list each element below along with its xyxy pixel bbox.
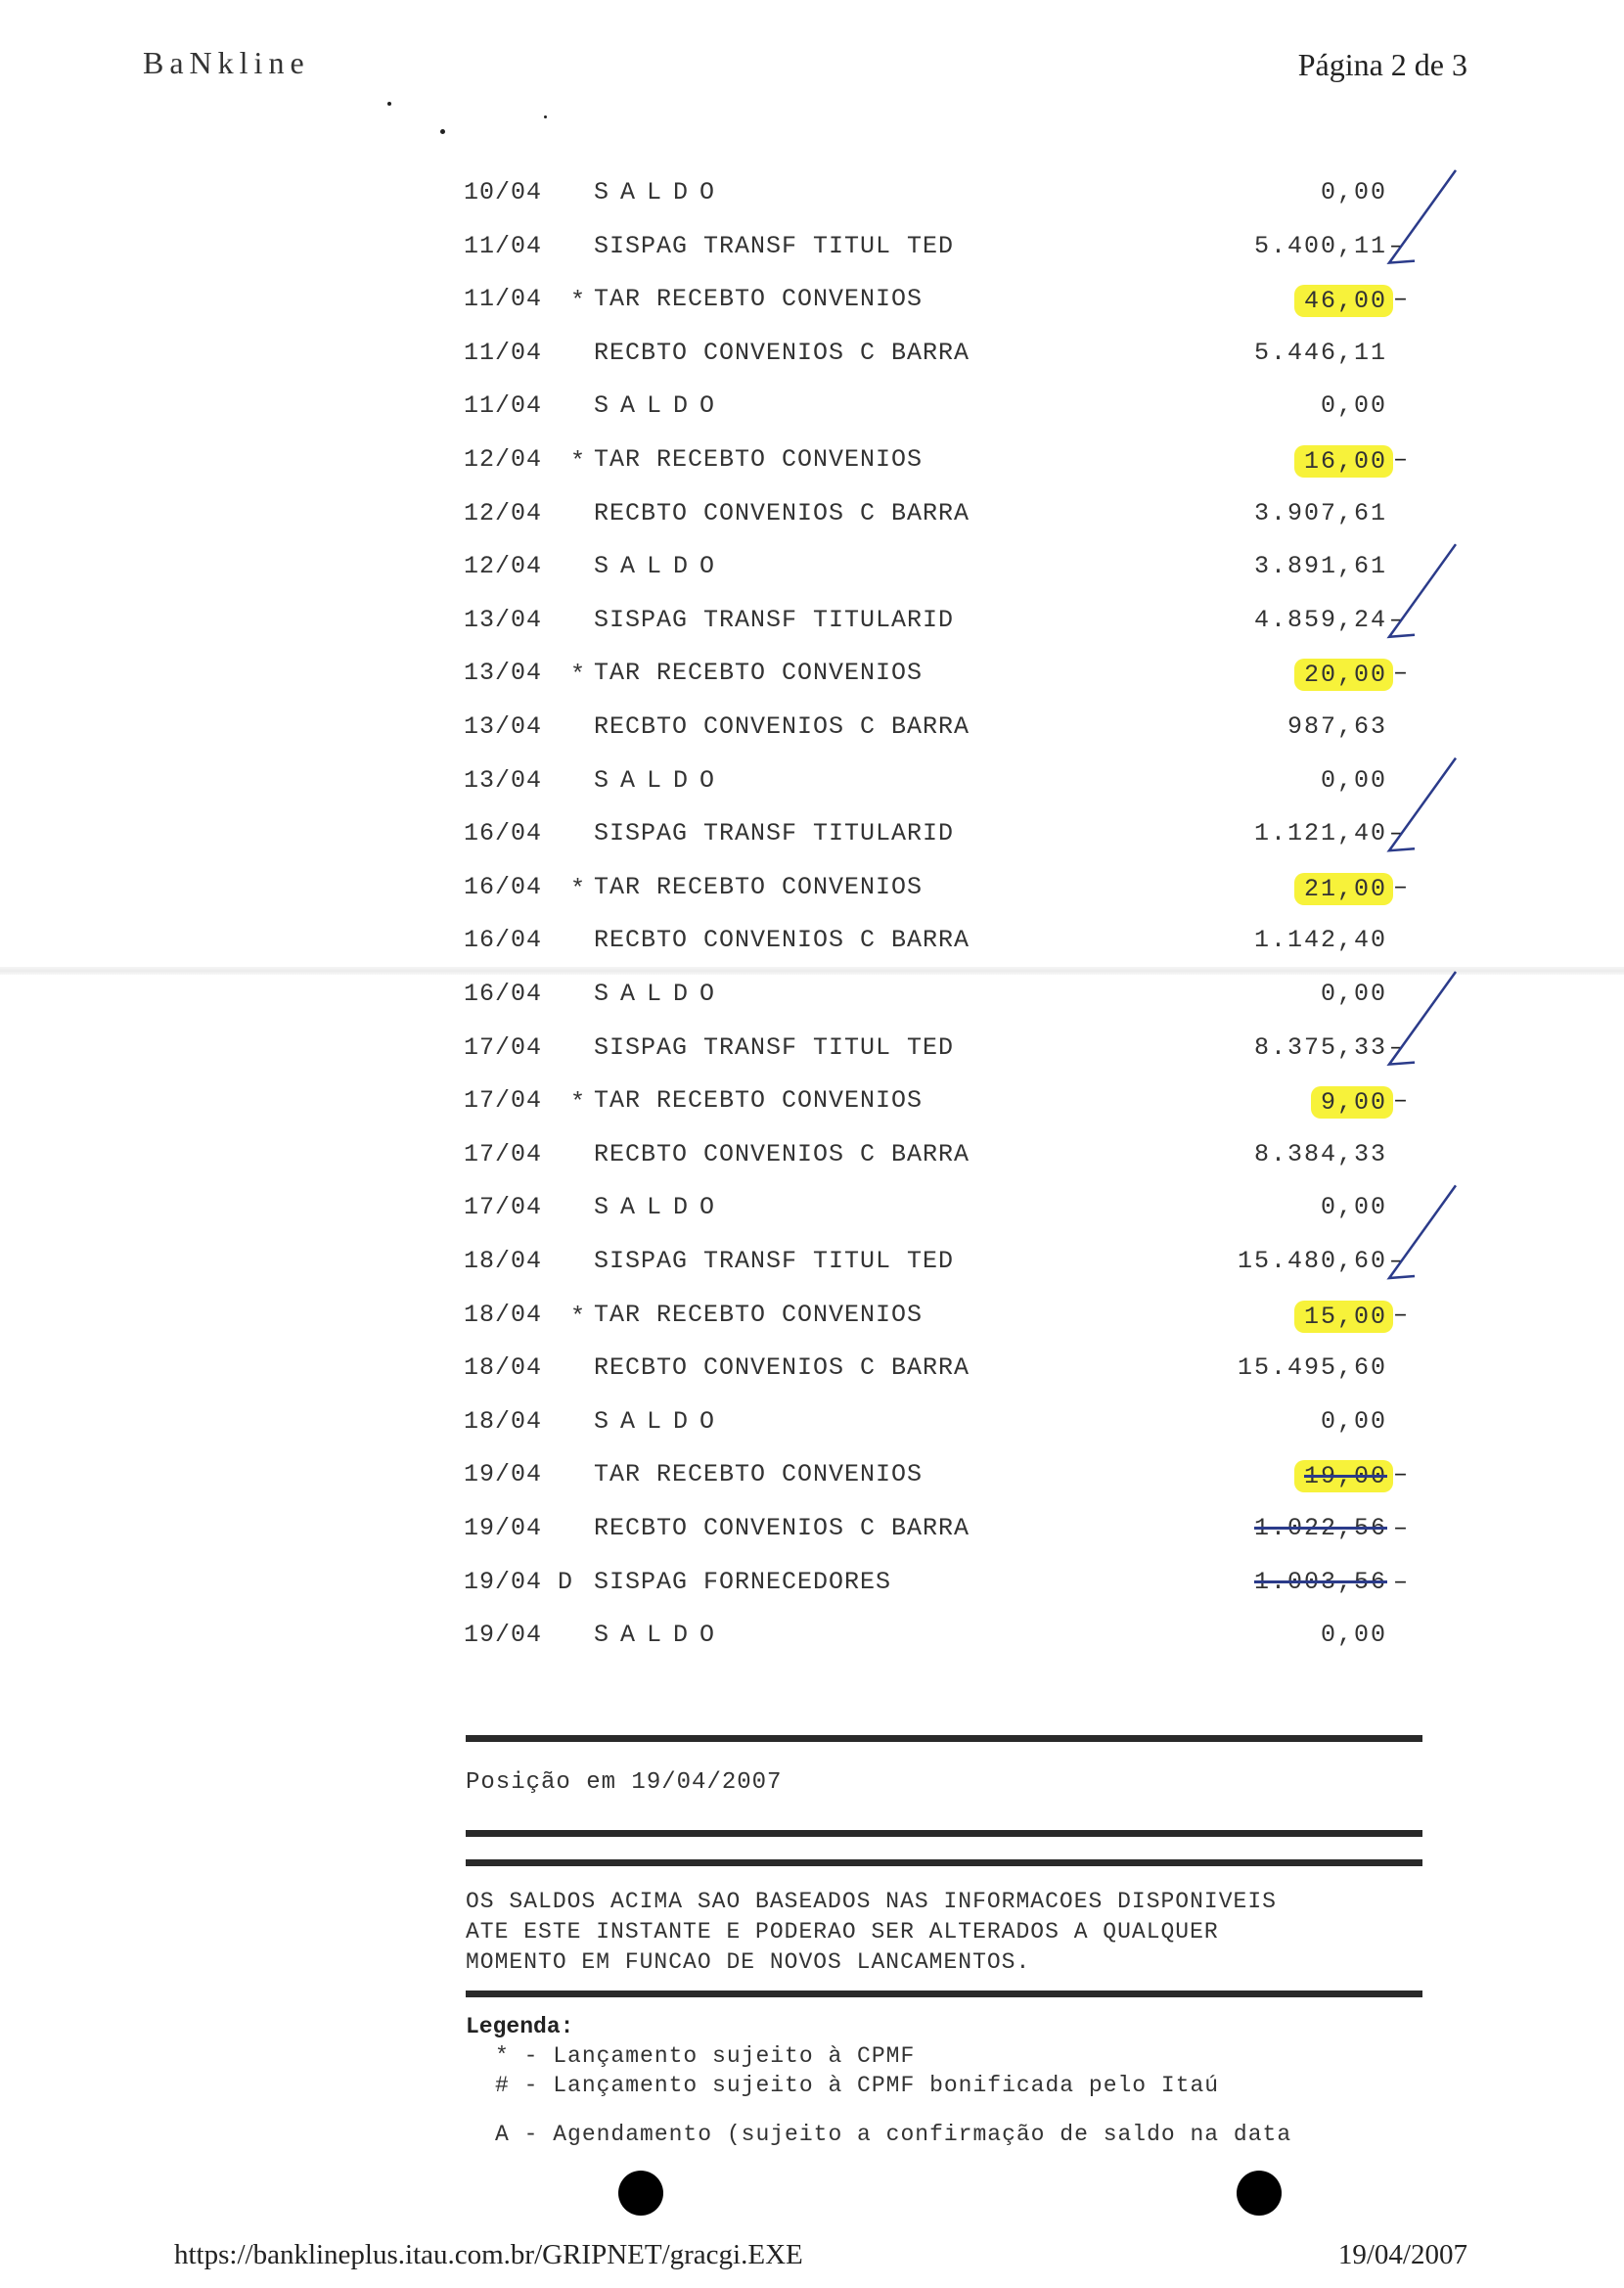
ledger-row xyxy=(0,1128,1624,1181)
position-date: Posição em 19/04/2007 xyxy=(466,1769,783,1796)
scan-speck xyxy=(440,129,445,134)
debit-dash: – xyxy=(1389,1033,1406,1062)
ledger-amount: 1.022,56 xyxy=(1253,1514,1387,1542)
legend-item: A - Agendamento (sujeito a confirmação de saldo na data xyxy=(495,2122,1292,2147)
ledger-row xyxy=(0,1235,1624,1288)
ledger-amount: 0,00 xyxy=(1320,980,1387,1008)
ledger-date: 10/04 xyxy=(464,178,543,206)
ledger-row xyxy=(0,1556,1624,1609)
ledger-amount: 5.400,11 xyxy=(1253,232,1387,260)
ledger-amount: 0,00 xyxy=(1320,1407,1387,1436)
ledger-amount: 9,00 xyxy=(1311,1086,1393,1119)
ledger-row xyxy=(0,540,1624,593)
ledger-date: 19/04 xyxy=(464,1460,543,1488)
ledger-row xyxy=(0,914,1624,967)
ledger-amount: 0,00 xyxy=(1320,766,1387,795)
ledger-date: 13/04 xyxy=(464,766,543,795)
ledger-description: SISPAG TRANSF TITUL TED xyxy=(594,1247,955,1275)
ledger-description: TAR RECEBTO CONVENIOS xyxy=(594,659,924,687)
ledger-amount: 8.375,33 xyxy=(1253,1033,1387,1062)
ledger-description: TAR RECEBTO CONVENIOS xyxy=(594,1086,924,1115)
ledger-description: RECBTO CONVENIOS C BARRA xyxy=(594,1140,970,1168)
debit-dash: – xyxy=(1389,606,1406,634)
ledger-row xyxy=(0,701,1624,754)
ledger-amount: 0,00 xyxy=(1320,1193,1387,1221)
ledger-row xyxy=(0,1502,1624,1555)
ledger-row xyxy=(0,1342,1624,1395)
disclaimer-line: MOMENTO EM FUNCAO DE NOVOS LANCAMENTOS. xyxy=(466,1949,1031,1975)
debit-dash: – xyxy=(1393,1460,1410,1488)
ledger-row xyxy=(0,380,1624,433)
ledger-row xyxy=(0,1448,1624,1501)
ledger-description: RECBTO CONVENIOS C BARRA xyxy=(594,1514,970,1542)
ledger-row xyxy=(0,220,1624,273)
ledger-amount: 3.907,61 xyxy=(1253,499,1387,527)
debit-dash: – xyxy=(1393,659,1410,687)
ledger-description: SALDO xyxy=(594,766,727,795)
ledger-row xyxy=(0,861,1624,914)
ledger-amount: 15.495,60 xyxy=(1237,1353,1387,1382)
ledger-description: TAR RECEBTO CONVENIOS xyxy=(594,285,924,313)
ledger-description: RECBTO CONVENIOS C BARRA xyxy=(594,926,970,954)
divider-line xyxy=(466,1830,1422,1837)
ledger-amount: 1.003,56 xyxy=(1253,1568,1387,1596)
ledger-description: SISPAG TRANSF TITUL TED xyxy=(594,1033,955,1062)
ledger-date: 16/04 xyxy=(464,819,543,847)
footer-date: 19/04/2007 xyxy=(1337,2239,1467,2270)
ledger-date: 19/04 xyxy=(464,1621,543,1649)
ledger-date: 12/04 xyxy=(464,499,543,527)
ledger-row xyxy=(0,327,1624,380)
ledger-amount: 46,00 xyxy=(1294,285,1393,317)
ledger-description: SALDO xyxy=(594,552,727,580)
ledger-row xyxy=(0,273,1624,326)
ledger-amount: 1.121,40 xyxy=(1253,819,1387,847)
ledger-row xyxy=(0,1396,1624,1448)
ledger-date: 18/04 xyxy=(464,1247,543,1275)
ledger-amount: 4.859,24 xyxy=(1253,606,1387,634)
ledger-amount: 20,00 xyxy=(1294,659,1393,691)
debit-dash: – xyxy=(1393,445,1410,474)
ledger-description: SALDO xyxy=(594,980,727,1008)
ledger-date: 18/04 xyxy=(464,1301,543,1329)
ledger-date: 16/04 xyxy=(464,926,543,954)
ledger-description: SALDO xyxy=(594,1193,727,1221)
disclaimer-line: OS SALDOS ACIMA SAO BASEADOS NAS INFORMACOES DISPONIVEIS xyxy=(466,1889,1277,1914)
ledger-date: 13/04 xyxy=(464,606,543,634)
ledger-date: 17/04 xyxy=(464,1140,543,1168)
ledger-amount: 3.891,61 xyxy=(1253,552,1387,580)
debit-dash: – xyxy=(1393,1514,1410,1542)
ledger-description: TAR RECEBTO CONVENIOS xyxy=(594,445,924,474)
punch-hole xyxy=(618,2171,663,2216)
cpmf-flag: * xyxy=(570,875,587,903)
divider-line xyxy=(466,1735,1422,1742)
ledger-date: 11/04 xyxy=(464,391,543,420)
ledger-description: RECBTO CONVENIOS C BARRA xyxy=(594,1353,970,1382)
ledger-date: 11/04 xyxy=(464,339,543,367)
debit-dash: – xyxy=(1393,1568,1410,1596)
punch-hole xyxy=(1237,2171,1282,2216)
ledger-description: SALDO xyxy=(594,1621,727,1649)
ledger-date: 18/04 xyxy=(464,1353,543,1382)
cpmf-flag: * xyxy=(570,447,587,476)
ledger-row xyxy=(0,1075,1624,1127)
ledger-description: RECBTO CONVENIOS C BARRA xyxy=(594,339,970,367)
debit-dash: – xyxy=(1393,1301,1410,1329)
ledger-date: 19/04 xyxy=(464,1514,543,1542)
ledger-date: 19/04 D xyxy=(464,1568,574,1596)
scan-speck xyxy=(544,115,547,118)
cpmf-flag: * xyxy=(570,287,587,315)
ledger-row xyxy=(0,1609,1624,1662)
ledger-row xyxy=(0,594,1624,647)
ledger-date: 12/04 xyxy=(464,552,543,580)
ledger-description: TAR RECEBTO CONVENIOS xyxy=(594,1460,924,1488)
divider-line xyxy=(466,1859,1422,1866)
ledger-description: RECBTO CONVENIOS C BARRA xyxy=(594,499,970,527)
debit-dash: – xyxy=(1393,1086,1410,1115)
ledger-date: 17/04 xyxy=(464,1086,543,1115)
ledger-row xyxy=(0,166,1624,219)
ledger-row xyxy=(0,487,1624,540)
ledger-amount: 8.384,33 xyxy=(1253,1140,1387,1168)
scan-speck xyxy=(387,102,391,106)
debit-dash: – xyxy=(1389,232,1406,260)
ledger-amount: 19,00 xyxy=(1294,1460,1393,1492)
ledger-amount: 21,00 xyxy=(1294,873,1393,905)
ledger-date: 11/04 xyxy=(464,232,543,260)
brand-name: BaNkline xyxy=(143,45,310,80)
ledger-description: SISPAG TRANSF TITULARID xyxy=(594,606,955,634)
ledger-date: 13/04 xyxy=(464,659,543,687)
ledger-date: 16/04 xyxy=(464,980,543,1008)
legend-item: # - Lançamento sujeito à CPMF bonificada pelo Itaú xyxy=(495,2073,1220,2098)
ledger-description: SALDO xyxy=(594,1407,727,1436)
debit-dash: – xyxy=(1393,873,1410,901)
ledger-amount: 1.142,40 xyxy=(1253,926,1387,954)
disclaimer-line: ATE ESTE INSTANTE E PODERAO SER ALTERADOS A QUALQUER xyxy=(466,1919,1219,1945)
ledger-row xyxy=(0,1181,1624,1234)
ledger-date: 11/04 xyxy=(464,285,543,313)
ledger-date: 12/04 xyxy=(464,445,543,474)
ledger-date: 18/04 xyxy=(464,1407,543,1436)
ledger-row xyxy=(0,968,1624,1021)
ledger-description: SISPAG FORNECEDORES xyxy=(594,1568,892,1596)
page-number: Página 2 de 3 xyxy=(1297,47,1467,82)
ledger-amount: 5.446,11 xyxy=(1253,339,1387,367)
debit-dash: – xyxy=(1393,285,1410,313)
ledger-date: 17/04 xyxy=(464,1193,543,1221)
balance-disclaimer xyxy=(466,1887,1277,1978)
ledger-description: SISPAG TRANSF TITULARID xyxy=(594,819,955,847)
ledger-date: 13/04 xyxy=(464,712,543,741)
ledger-row xyxy=(0,1022,1624,1075)
ledger-amount: 0,00 xyxy=(1320,1621,1387,1649)
ledger-amount: 987,63 xyxy=(1286,712,1387,741)
ledger-description: SALDO xyxy=(594,178,727,206)
ledger-description: TAR RECEBTO CONVENIOS xyxy=(594,873,924,901)
debit-dash: – xyxy=(1389,1247,1406,1275)
legend-title: Legenda: xyxy=(466,2014,574,2039)
divider-line xyxy=(466,1991,1422,1997)
ledger-amount: 15,00 xyxy=(1294,1301,1393,1333)
ledger-row xyxy=(0,647,1624,700)
footer-url: https://banklineplus.itau.com.br/GRIPNET/gracgi.EXE xyxy=(174,2239,803,2270)
ledger-date: 16/04 xyxy=(464,873,543,901)
cpmf-flag: * xyxy=(570,661,587,689)
ledger-amount: 0,00 xyxy=(1320,391,1387,420)
ledger-amount: 16,00 xyxy=(1294,445,1393,478)
cpmf-flag: * xyxy=(570,1088,587,1117)
ledger-row xyxy=(0,1289,1624,1342)
ledger-row xyxy=(0,807,1624,860)
ledger-description: TAR RECEBTO CONVENIOS xyxy=(594,1301,924,1329)
ledger-description: SALDO xyxy=(594,391,727,420)
ledger-description: SISPAG TRANSF TITUL TED xyxy=(594,232,955,260)
legend-item: * - Lançamento sujeito à CPMF xyxy=(495,2043,916,2069)
cpmf-flag: * xyxy=(570,1303,587,1331)
ledger-date: 17/04 xyxy=(464,1033,543,1062)
ledger-amount: 15.480,60 xyxy=(1237,1247,1387,1275)
ledger-row xyxy=(0,755,1624,807)
ledger-amount: 0,00 xyxy=(1320,178,1387,206)
ledger-row xyxy=(0,434,1624,486)
ledger-description: RECBTO CONVENIOS C BARRA xyxy=(594,712,970,741)
debit-dash: – xyxy=(1389,819,1406,847)
